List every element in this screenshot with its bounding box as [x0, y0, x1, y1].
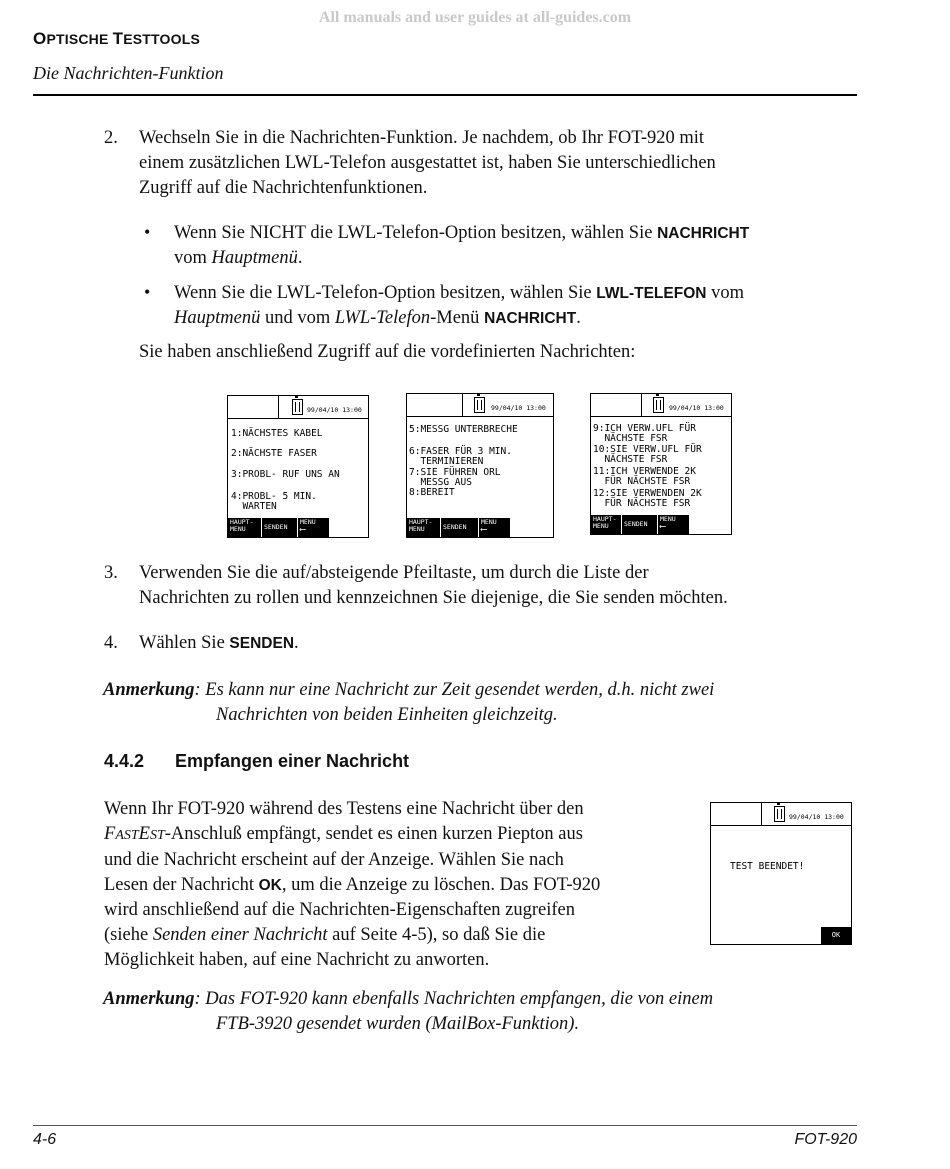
note-2: Anmerkung: Das FOT-920 kann ebenfalls Nachrichten empfangen, die von einem FTB-3920 gesendet wurden (MailBox-Funktion). [103, 989, 714, 1034]
arrow-left-icon: ⟵ [300, 525, 306, 535]
bullet-dot: • [144, 222, 151, 242]
softkey-senden: SENDEN [262, 518, 298, 537]
softkey-senden: SENDEN [622, 515, 658, 534]
product-name: FOT-920 [794, 1131, 857, 1148]
device-screen-2 [406, 393, 554, 538]
battery-icon [774, 806, 785, 822]
message-line: WARTEN [231, 501, 277, 512]
message-line: 12:SIE VERWENDEN 2K [593, 488, 702, 499]
battery-icon [653, 397, 664, 413]
section-title: Empfangen einer Nachricht [175, 751, 410, 771]
softkey-ok: OK [821, 927, 851, 944]
bullet-2-text: Wenn Sie die LWL-Telefon-Option besitzen, wählen Sie LWL-TELEFON vom Hauptmenü und vom LWL-Telefon-Menü NACHRICHT. [174, 283, 744, 328]
note-1: Anmerkung: Es kann nur eine Nachricht zur Zeit gesendet werden, d.h. nicht zwei Nachrichten von beiden Einheiten gleichzeitg. [103, 680, 715, 725]
softkey-menu: MENU ⟵ [298, 518, 330, 537]
message-line: 3:PROBL- RUF UNS AN [231, 469, 340, 480]
message-line: 11:ICH VERWENDE 2K [593, 466, 696, 477]
device-screen-3 [590, 393, 732, 535]
step-3-number: 3. [104, 563, 118, 583]
softkey-menu: MENU ⟵ [658, 515, 690, 534]
step-3-text: Verwenden Sie die auf/absteigende Pfeiltaste, um durch die Liste der Nachrichten zu rollen und kennzeichnen Sie diejenige, die Sie senden möchten. [139, 563, 728, 608]
section-header-subtitle: Die Nachrichten-Funktion [33, 63, 224, 83]
page-number: 4-6 [33, 1131, 57, 1148]
message-line: 9:ICH VERW.UFL FÜR [593, 423, 696, 434]
header-rule [33, 94, 857, 96]
step-2-after-text: Sie haben anschließend Zugriff auf die vordefinierten Nachrichten: [139, 342, 636, 362]
battery-icon [474, 397, 485, 413]
message-line: TERMINIEREN [409, 456, 484, 467]
softkey-senden: SENDEN [441, 518, 479, 537]
message-line: FÜR NÄCHSTE FSR [593, 476, 691, 487]
arrow-left-icon: ⟵ [660, 522, 666, 532]
softkey-hauptmenu: HAUPT- MENU [407, 518, 441, 537]
message-line: 2:NÄCHSTE FASER [231, 448, 317, 459]
device-screen-4 [710, 802, 852, 945]
bullet-dot: • [144, 282, 151, 302]
step-2-text: Wechseln Sie in die Nachrichten-Funktion. Je nachdem, ob Ihr FOT-920 mit einem zusätzlichen LWL-Telefon ausgestattet ist, haben Sie unterschiedlichen Zugriff auf die Nachrichtenfunktionen. [139, 128, 716, 198]
receive-paragraph: Wenn Ihr FOT-920 während des Testens eine Nachricht über den FASTEST-Anschluß empfängt, sendet es einen kurzen Piepton aus und die Nachricht erscheint auf der Anzeige. Wählen Sie nach Lesen der Nachricht OK, um die Anzeige zu löschen. Das FOT-920 wird anschließend auf die Nachrichten-Eigenschaften zugreifen (siehe Senden einer Nachricht auf Seite 4-5), so daß Sie die Möglichkeit haben, auf eine Nachricht zu anworten. [104, 799, 601, 970]
watermark: All manuals and user guides at all-guides.com [318, 9, 632, 26]
message-line: 4:PROBL- 5 MIN. [231, 491, 317, 502]
footer-rule [33, 1125, 857, 1126]
message-line: MESSG AUS [409, 477, 472, 488]
softkey-menu: MENU ⟵ [479, 518, 511, 537]
message-line: FÜR NÄCHSTE FSR [593, 498, 691, 509]
arrow-left-icon: ⟵ [481, 525, 487, 535]
message-line: TEST BEENDET! [730, 861, 805, 872]
screen-datetime: 99/04/10 13:00 [669, 404, 724, 412]
screen-datetime: 99/04/10 13:00 [789, 813, 844, 821]
section-header-title: OPTISCHE TESTTOOLS [33, 29, 200, 48]
message-line: 7:SIE FÜHREN ORL [409, 467, 501, 478]
bullet-1-text: Wenn Sie NICHT die LWL-Telefon-Option besitzen, wählen Sie NACHRICHT vom Hauptmenü. [174, 223, 750, 268]
screen-datetime: 99/04/10 13:00 [491, 404, 546, 412]
message-line: 8:BEREIT [409, 487, 455, 498]
message-line: 6:FASER FÜR 3 MIN. [409, 446, 512, 457]
device-screen-1 [227, 395, 369, 538]
step-4-number: 4. [104, 633, 118, 653]
message-line: NÄCHSTE FSR [593, 433, 668, 444]
message-line: 5:MESSG UNTERBRECHE [409, 424, 518, 435]
section-number: 4.4.2 [104, 751, 145, 771]
battery-icon [292, 399, 303, 415]
step-4-text: Wählen Sie SENDEN. [139, 633, 299, 653]
message-line: 10:SIE VERW.UFL FÜR [593, 444, 702, 455]
message-line: 1:NÄCHSTES KABEL [231, 428, 323, 439]
screen-datetime: 99/04/10 13:00 [307, 406, 362, 414]
message-line: NÄCHSTE FSR [593, 454, 668, 465]
softkey-hauptmenu: HAUPT- MENU [591, 515, 622, 534]
softkey-hauptmenu: HAUPT- MENU [228, 518, 262, 537]
step-2-number: 2. [104, 128, 118, 148]
